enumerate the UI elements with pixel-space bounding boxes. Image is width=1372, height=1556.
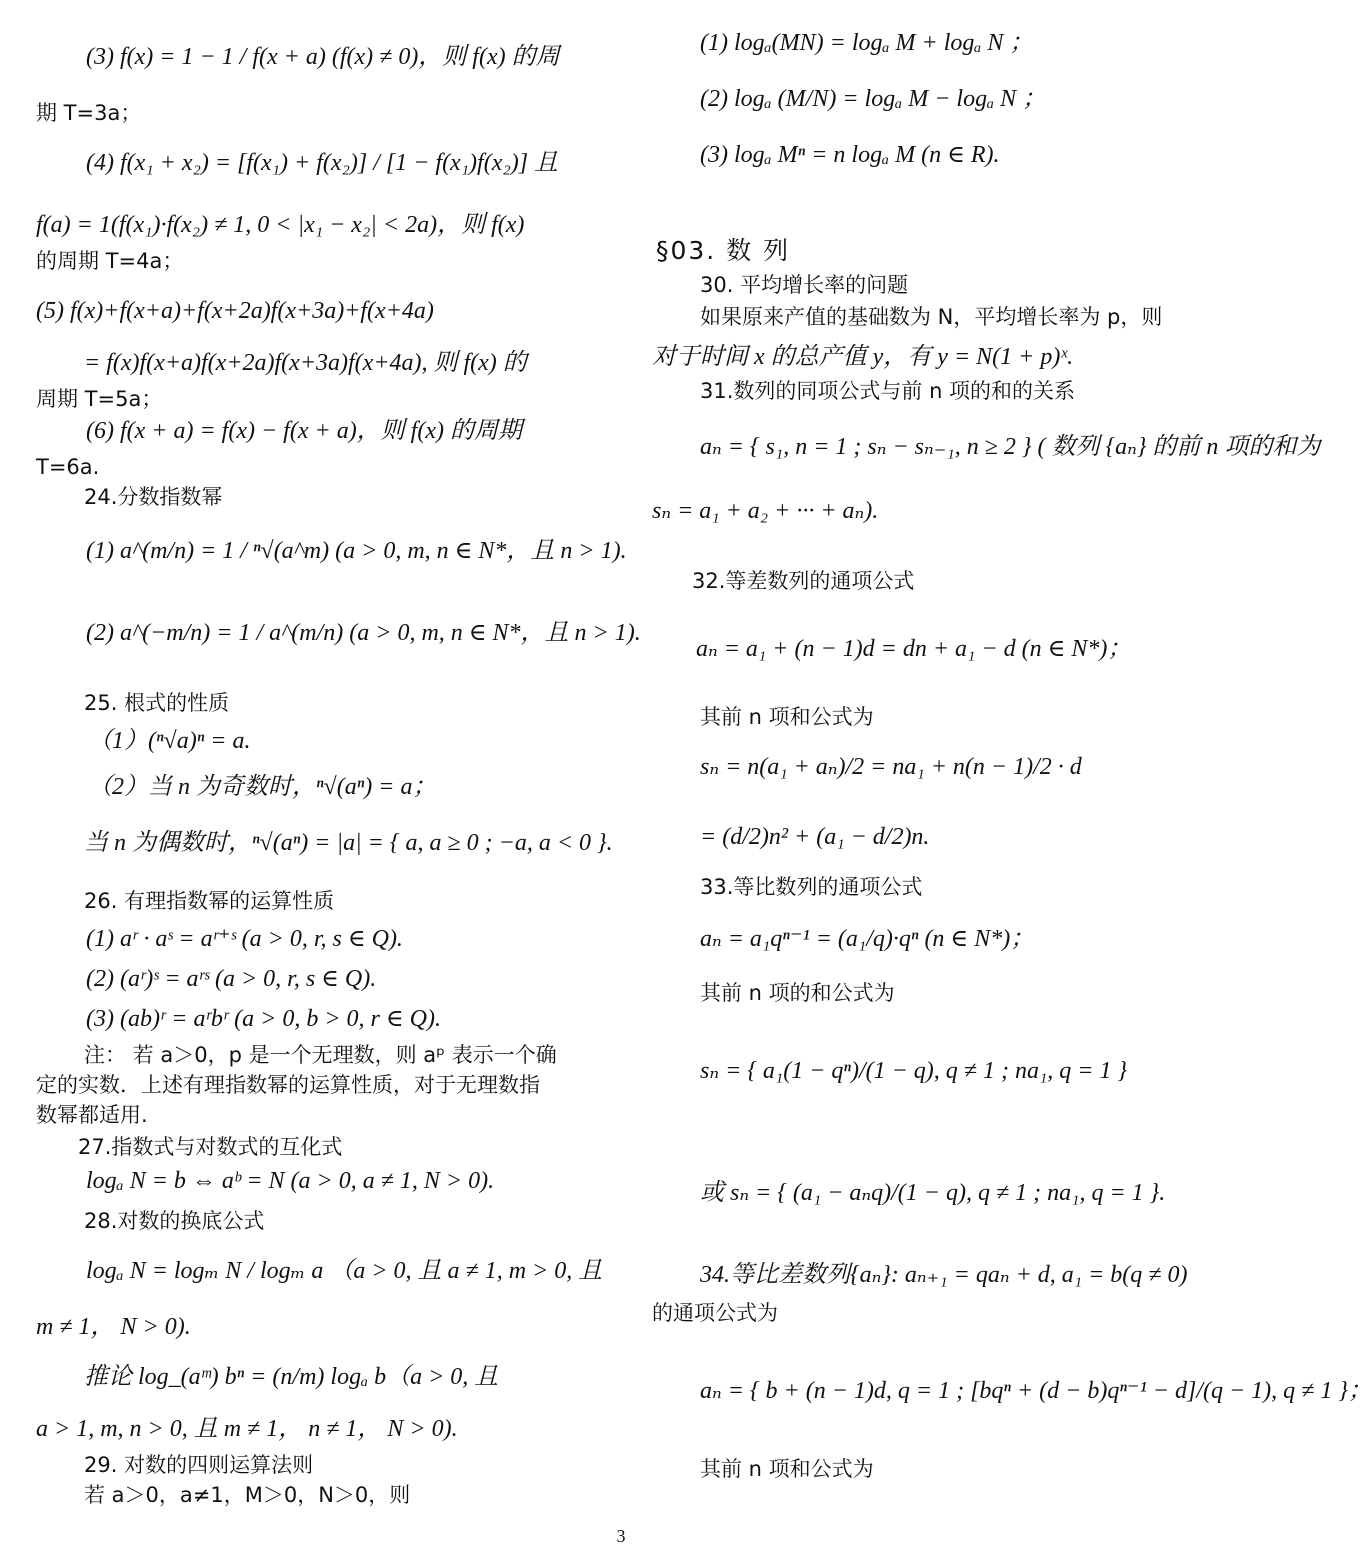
right-line: 34.等比差数列{aₙ}: aₙ₊₁ = qaₙ + d, a₁ = b(q ≠ 0) — [700, 1262, 1188, 1288]
right-line: 其前 n 项的和公式为 — [700, 981, 895, 1005]
right-line: 30. 平均增长率的问题 — [700, 273, 909, 297]
left-line: 27.指数式与对数式的互化式 — [78, 1135, 343, 1159]
right-line: 32.等差数列的通项公式 — [692, 569, 915, 593]
left-line: 的周期 T=4a； — [36, 249, 184, 273]
left-line: 数幂都适用. — [36, 1103, 148, 1127]
left-line: (2) (aʳ)ˢ = aʳˢ (a > 0, r, s ∈ Q). — [86, 966, 377, 992]
left-column — [36, 0, 641, 1520]
right-line: 其前 n 项和公式为 — [700, 1457, 874, 1481]
right-line: 的通项公式为 — [652, 1301, 778, 1325]
left-line: (6) f(x + a) = f(x) − f(x + a)，则 f(x) 的周期 — [86, 418, 522, 444]
left-line: logₐ N = b ⇔ aᵇ = N (a > 0, a ≠ 1, N > 0). — [86, 1168, 495, 1194]
left-line: f(a) = 1(f(x₁)·f(x₂) ≠ 1, 0 < |x₁ − x₂| < 2a)，则 f(x) — [36, 212, 525, 238]
right-line: (1) logₐ(MN) = logₐ M + logₐ N ； — [700, 30, 1034, 56]
left-line: logₐ N = logₘ N / logₘ a （a > 0, 且 a ≠ 1, m > 0, 且 — [86, 1258, 603, 1284]
left-line: 定的实数．上述有理指数幂的运算性质，对于无理数指 — [36, 1073, 540, 1097]
left-line: 29. 对数的四则运算法则 — [84, 1453, 314, 1477]
left-line: 周期 T=5a； — [36, 387, 163, 411]
right-line: §03. 数 列 — [656, 236, 791, 265]
right-line: (3) logₐ Mⁿ = n logₐ M (n ∈ R). — [700, 142, 1000, 168]
left-line: 25. 根式的性质 — [84, 691, 230, 715]
left-line: m ≠ 1， N > 0). — [36, 1314, 191, 1340]
left-line: (3) f(x) = 1 − 1 / f(x + a) (f(x) ≠ 0)，则 f(x) 的周 — [86, 44, 560, 70]
left-line: (5) f(x)+f(x+a)+f(x+2a)f(x+3a)+f(x+4a) — [36, 298, 434, 324]
right-line: sₙ = a₁ + a₂ + ··· + aₙ). — [652, 498, 879, 524]
right-line: aₙ = { b + (n − 1)d, q = 1 ; [bqⁿ + (d − b)qⁿ⁻¹ − d]/(q − 1), q ≠ 1 }； — [700, 1378, 1372, 1404]
left-line: T=6a. — [36, 455, 100, 479]
left-line: 26. 有理指数幂的运算性质 — [84, 889, 335, 913]
left-line: (3) (ab)ʳ = aʳbʳ (a > 0, b > 0, r ∈ Q). — [86, 1006, 441, 1032]
left-line: 注： 若 a＞0，p 是一个无理数，则 aᵖ 表示一个确 — [84, 1043, 557, 1067]
page-number: 3 — [616, 1526, 626, 1546]
right-column — [648, 0, 1372, 1520]
right-line: (2) logₐ (M/N) = logₐ M − logₐ N ； — [700, 86, 1047, 112]
left-line: 推论 log_(aᵐ) bⁿ = (n/m) logₐ b（a > 0, 且 — [84, 1364, 499, 1390]
right-line: 31.数列的同项公式与前 n 项的和的关系 — [700, 379, 1076, 403]
right-line: 其前 n 项和公式为 — [700, 705, 874, 729]
left-line: （1）(ⁿ√a)ⁿ = a. — [88, 728, 251, 754]
right-line: 或 sₙ = { (a₁ − aₙq)/(1 − q), q ≠ 1 ; na₁, q = 1 }. — [700, 1180, 1166, 1206]
left-line: (4) f(x₁ + x₂) = [f(x₁) + f(x₂)] / [1 − f(x₁)f(x₂)] 且 — [86, 150, 559, 176]
right-line: aₙ = a₁qⁿ⁻¹ = (a₁/q)·qⁿ (n ∈ N*)； — [700, 926, 1035, 952]
left-line: 24.分数指数幂 — [84, 485, 223, 509]
left-line: 当 n 为偶数时，ⁿ√(aⁿ) = |a| = { a, a ≥ 0 ; −a, a < 0 }. — [84, 830, 613, 856]
left-line: = f(x)f(x+a)f(x+2a)f(x+3a)f(x+4a), 则 f(x) 的 — [84, 350, 527, 376]
left-line: (2) a^(−m/n) = 1 / a^(m/n) (a > 0, m, n ∈ N*，且 n > 1). — [86, 620, 641, 646]
left-line: (1) aʳ · aˢ = aʳ⁺ˢ (a > 0, r, s ∈ Q). — [86, 926, 403, 952]
left-line: 若 a＞0，a≠1，M＞0，N＞0，则 — [84, 1483, 411, 1507]
right-line: aₙ = { s₁, n = 1 ; sₙ − sₙ₋₁, n ≥ 2 } ( 数列 {aₙ} 的前 n 项的和为 — [700, 434, 1321, 460]
right-line: sₙ = { a₁(1 − qⁿ)/(1 − q), q ≠ 1 ; na₁, q = 1 } — [700, 1058, 1128, 1084]
right-line: 对于时间 x 的总产值 y，有 y = N(1 + p)ˣ. — [652, 344, 1074, 370]
left-line: 期 T=3a； — [36, 101, 142, 125]
left-line: 28.对数的换底公式 — [84, 1209, 265, 1233]
left-line: (1) a^(m/n) = 1 / ⁿ√(a^m) (a > 0, m, n ∈ N*，且 n > 1). — [86, 538, 627, 564]
left-line: a > 1, m, n > 0, 且 m ≠ 1， n ≠ 1， N > 0). — [36, 1416, 458, 1442]
right-line: sₙ = n(a₁ + aₙ)/2 = na₁ + n(n − 1)/2 · d — [700, 754, 1082, 780]
right-line: aₙ = a₁ + (n − 1)d = dn + a₁ − d (n ∈ N*)； — [696, 636, 1132, 662]
left-line: （2）当 n 为奇数时，ⁿ√(aⁿ) = a； — [88, 774, 437, 800]
right-line: 33.等比数列的通项公式 — [700, 875, 923, 899]
right-line: 如果原来产值的基础数为 N，平均增长率为 p，则 — [700, 305, 1163, 329]
right-line: = (d/2)n² + (a₁ − d/2)n. — [700, 824, 930, 850]
